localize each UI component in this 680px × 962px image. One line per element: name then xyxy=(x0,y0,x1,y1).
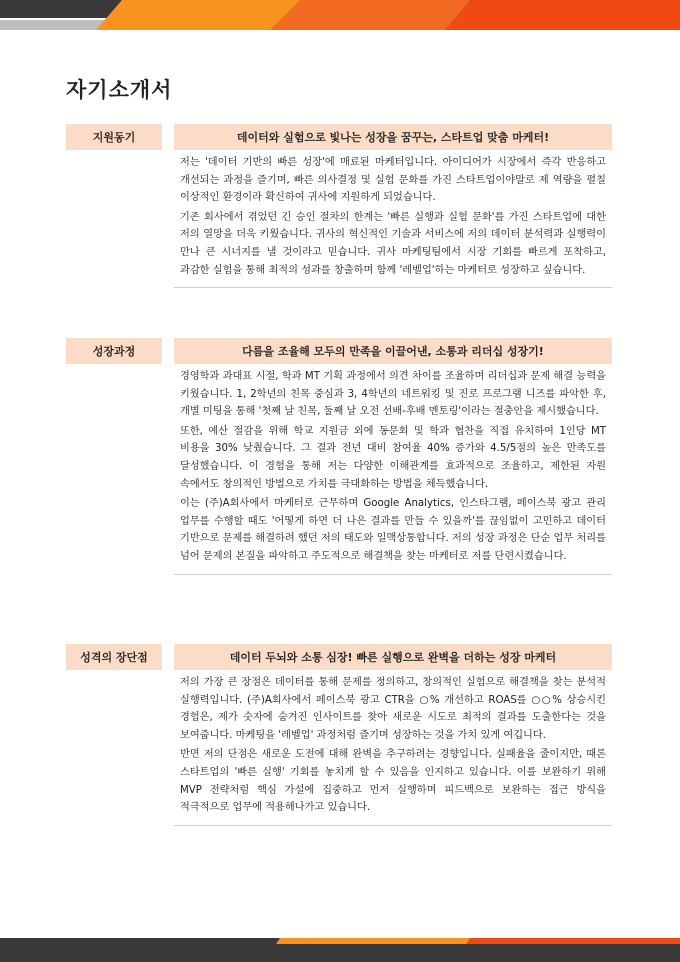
section-label: 지원동기 xyxy=(66,124,162,150)
paragraph: 이는 (주)A회사에서 마케터로 근무하며 Google Analytics, 인스타그램, 페이스북 광고 관리 업무를 수행할 때도 '어떻게 하면 더 나은 결과를 만들 수 있을까'를 끊임없이 고민하고 데이터 기반으로 문제를 해결하려 했던 저의 태도와 일맥상통합니다. 저의 성장 과정은 단순 업무 처리를 넘어 문제의 본질을 파악하고 주도적으로 해결책을 찾는 마케터로 저를 단련시켰습니다. xyxy=(180,498,606,562)
paragraph: 경영학과 과대표 시절, 학과 MT 기획 과정에서 의견 차이를 조율하며 리더십과 문제 해결 능력을 키웠습니다. 1, 2학년의 친목 중심과 3, 4학년의 네트워킹 및 진로 프로그램 니즈를 파악한 후, 개별 미팅을 통해 '첫째 날 친목, 둘째 날 오전 선배-후배 멘토링'이라는 절충안을 제시했습니다. xyxy=(180,371,606,418)
section-heading: 데이터와 실험으로 빛나는 성장을 꿈꾸는, 스타트업 맞춤 마케터! xyxy=(174,124,612,150)
section-body xyxy=(174,154,612,288)
paragraph: 또한, 예산 절감을 위해 학교 지원금 외에 동문회 및 학과 협찬을 직접 유치하여 1인당 MT 비용을 30% 낮췄습니다. 그 결과 전년 대비 참여율 40% 증가와 4.5/5점의 높은 만족도를 달성했습니다. 이 경험을 통해 저는 다양한 이해관계를 효과적으로 조율하고, 제한된 자원 속에서도 창의적인 방법으로 가치를 극대화하는 방법을 체득했습니다. xyxy=(180,425,606,490)
paragraph: 기존 회사에서 겪었던 긴 승인 절차의 한계는 '빠른 실행과 실험 문화'를 가진 스타트업에 대한 저의 열망을 더욱 키웠습니다. 귀사의 혁신적인 기술과 서비스에 저의 데이터 분석력과 실행력이 만나 큰 시너지를 낼 것이라고 믿습니다. 귀사 마케팅팀에서 시장 기회를 빠르게 포착하고, 과감한 실험을 통해 최적의 성과를 창출하며 함께 '레벨업'하는 마케터로 성장하고 싶습니다. xyxy=(180,211,606,276)
section-body xyxy=(174,368,612,575)
section-label: 성장과정 xyxy=(66,338,162,364)
top-decoration xyxy=(0,0,680,40)
paragraph: 반면 저의 단점은 새로운 도전에 대해 완벽을 추구하려는 경향입니다. 실패율을 줄이지만, 때론 스타트업의 '빠른 실행' 기회를 놓치게 할 수 있음을 인지하고 있습니다. 이를 보완하기 위해 MVP 전략처럼 핵심 가설에 집중하고 먼저 실행하며 피드백으로 보완하는 접근 방식을 적극적으로 업무에 적용해나가고 있습니다. xyxy=(180,749,606,814)
page-title: 자기소개서 xyxy=(66,78,173,102)
paragraph: 저의 가장 큰 장점은 데이터를 통해 문제를 정의하고, 창의적인 실험으로 해결책을 찾는 분석적 실행력입니다. (주)A회사에서 페이스북 광고 CTR을 ○% 개선하고 ROAS를 ○○% 상승시킨 경험은, 제가 숫자에 숨겨진 인사이트를 찾아 새로운 시도로 최적의 결과를 도출한다는 것을 보여줍니다. 마케팅을 '레벨업' 과정처럼 즐기며 성장하는 것을 가치 있게 여깁니다. xyxy=(180,677,606,741)
section-label: 성격의 장단점 xyxy=(66,644,162,670)
section-heading: 다름을 조율해 모두의 만족을 이끌어낸, 소통과 리더십 성장기! xyxy=(174,338,612,364)
section-heading: 데이터 두뇌와 소통 심장! 빠른 실행으로 완벽을 더하는 성장 마케터 xyxy=(174,644,612,670)
section-body xyxy=(174,674,612,826)
paragraph: 저는 '데이터 기반의 빠른 성장'에 매료된 마케터입니다. 아이디어가 시장에서 즉각 반응하고 개선되는 과정을 즐기며, 빠른 의사결정 및 실험 문화를 가진 스타트업이야말로 제 역량을 펼칠 이상적인 환경이라 확신하여 귀사에 지원하게 되었습니다. xyxy=(180,157,606,204)
bottom-decoration xyxy=(0,934,680,962)
